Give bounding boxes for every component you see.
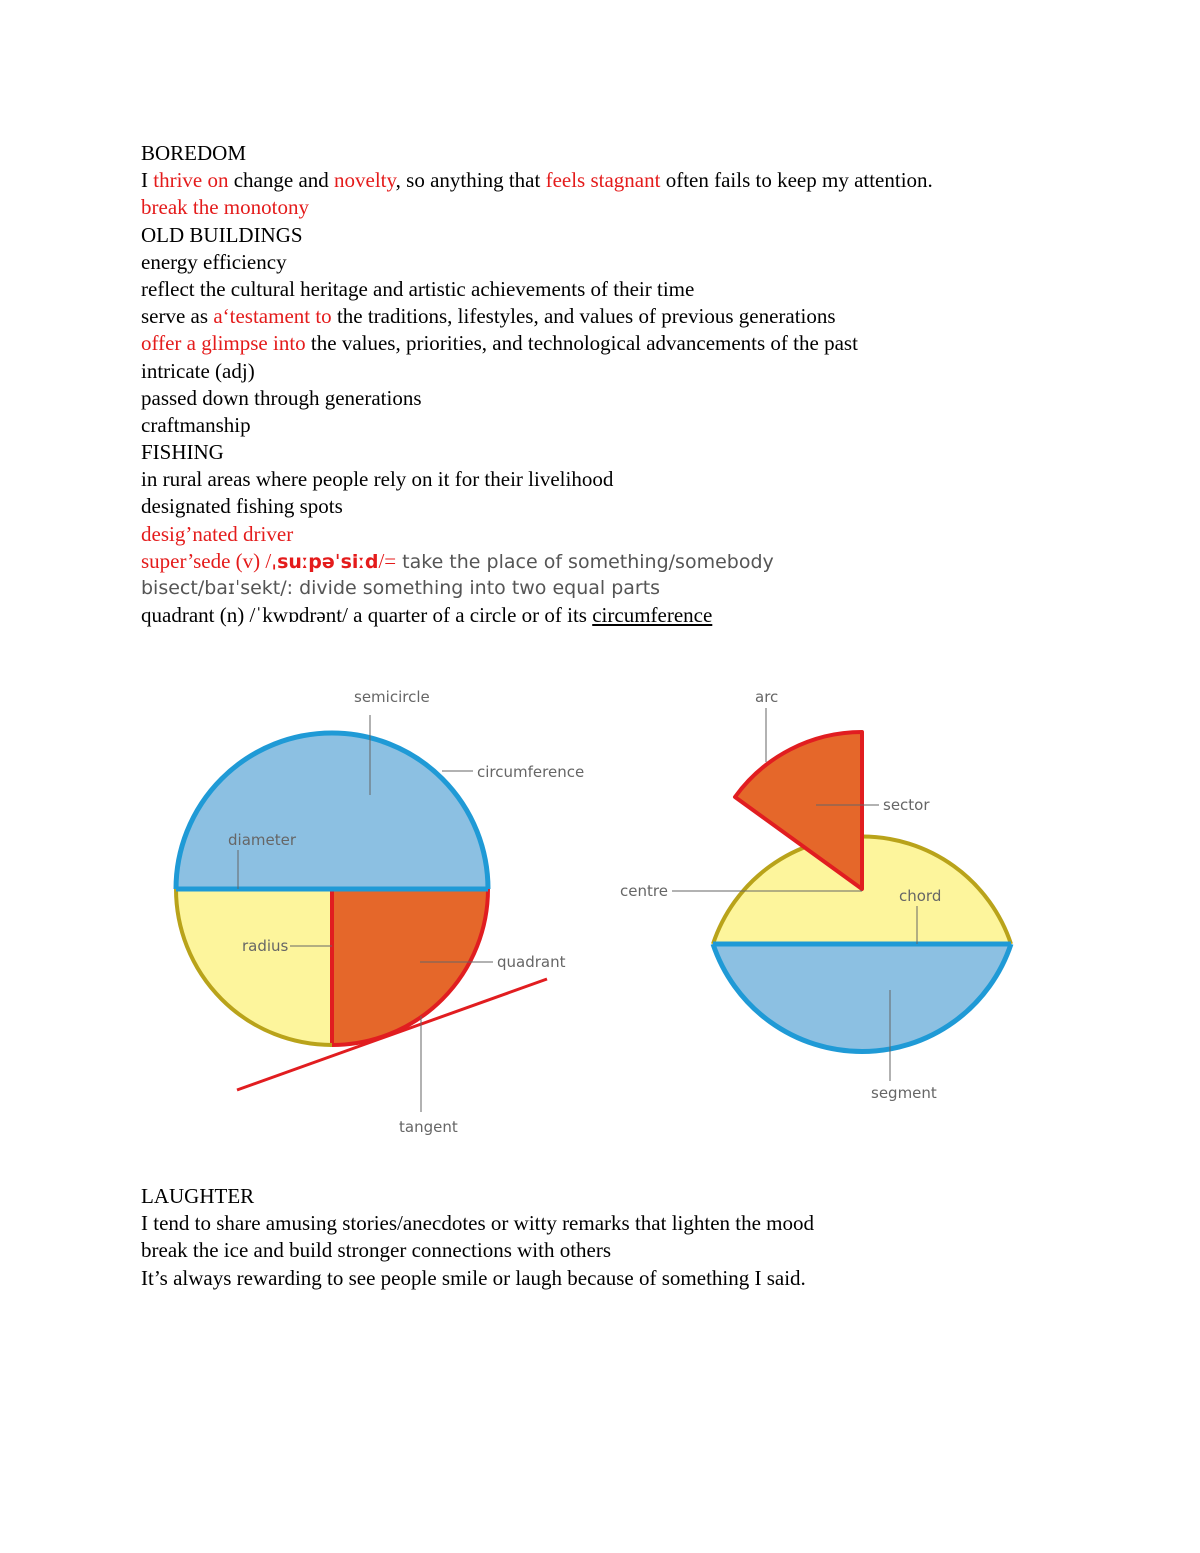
note-line: designated fishing spots	[141, 494, 343, 519]
note-line: I tend to share amusing stories/anecdotes or witty remarks that lighten the mood	[141, 1211, 815, 1236]
heading-laughter: LAUGHTER	[141, 1184, 255, 1208]
definition-supersede: take the place of something/somebody	[396, 550, 774, 573]
label-radius: radius	[242, 937, 289, 955]
label-circumference: circumference	[477, 763, 585, 781]
heading-fishing: FISHING	[141, 440, 224, 465]
label-tangent: tangent	[399, 1118, 458, 1136]
boredom-sentence	[141, 167, 933, 194]
text-fragment: , so anything that	[395, 168, 546, 193]
text-fragment: serve as	[141, 304, 214, 329]
lower-left-quarter	[176, 889, 332, 1045]
note-line: in rural areas where people rely on it for their livelihood	[141, 467, 614, 492]
text-fragment: the traditions, lifestyles, and values of previous generations	[331, 304, 836, 329]
text-fragment: I	[141, 168, 154, 193]
note-line: passed down through generations	[141, 385, 422, 410]
label-centre: centre	[620, 882, 668, 900]
heading-boredom: BOREDOM	[141, 141, 247, 165]
highlight-novelty: novelty	[334, 168, 396, 193]
phrase-designated-driver: desig’nated driver	[141, 521, 294, 546]
heading-old-buildings: OLD BUILDINGS	[141, 222, 303, 247]
note-line: It’s always rewarding to see people smile or laugh because of something I said.	[141, 1265, 806, 1290]
semicircle-shape	[176, 733, 488, 889]
right-circle-diagram	[620, 688, 1011, 1102]
label-segment: segment	[871, 1084, 937, 1102]
notes-section	[141, 140, 933, 629]
highlight-thrive-on: thrive on	[153, 168, 229, 193]
highlight-testament: a‘testament to	[213, 304, 332, 329]
laughter-section	[141, 1183, 814, 1292]
note-line	[141, 303, 933, 330]
label-sector: sector	[883, 796, 930, 814]
underlined-circumference: circumference	[592, 603, 713, 628]
label-quadrant: quadrant	[497, 953, 566, 971]
note-bisect: bisect/baɪˈsekt/: divide something into two equal parts	[141, 577, 661, 599]
note-line: energy efficiency	[141, 249, 287, 274]
phrase-break-monotony: break the monotony	[141, 195, 309, 220]
note-line	[141, 548, 933, 575]
note-line: break the ice and build stronger connections with others	[141, 1238, 612, 1263]
text-fragment: change and	[228, 168, 335, 193]
label-arc: arc	[755, 688, 779, 706]
highlight-equals: /=	[378, 548, 397, 573]
highlight-supersede: super’sede (v) /	[141, 548, 272, 573]
note-line: intricate (adj)	[141, 358, 255, 383]
label-semicircle: semicircle	[354, 688, 430, 706]
text-fragment: the values, priorities, and technological advancements of the past	[305, 331, 858, 356]
highlight-glimpse: offer a glimpse into	[141, 331, 306, 356]
note-line	[141, 330, 933, 357]
note-line: reflect the cultural heritage and artistic achievements of their time	[141, 276, 695, 301]
circle-parts-diagram	[0, 660, 1200, 1160]
note-quadrant	[141, 602, 933, 629]
label-diameter: diameter	[228, 831, 296, 849]
label-chord: chord	[899, 887, 942, 905]
highlight-feels-stagnant: feels stagnant	[545, 168, 661, 193]
text-fragment: quadrant (n) /ˈkwɒdrənt/ a quarter of a circle or of its	[141, 603, 593, 628]
note-line: craftmanship	[141, 412, 251, 437]
quadrant-shape	[332, 889, 488, 1045]
segment-shape	[713, 944, 1011, 1052]
left-circle-diagram	[176, 688, 584, 1136]
text-fragment: often fails to keep my attention.	[660, 168, 933, 193]
ipa-supersede: ˌsuːpəˈsiːd	[271, 550, 379, 573]
